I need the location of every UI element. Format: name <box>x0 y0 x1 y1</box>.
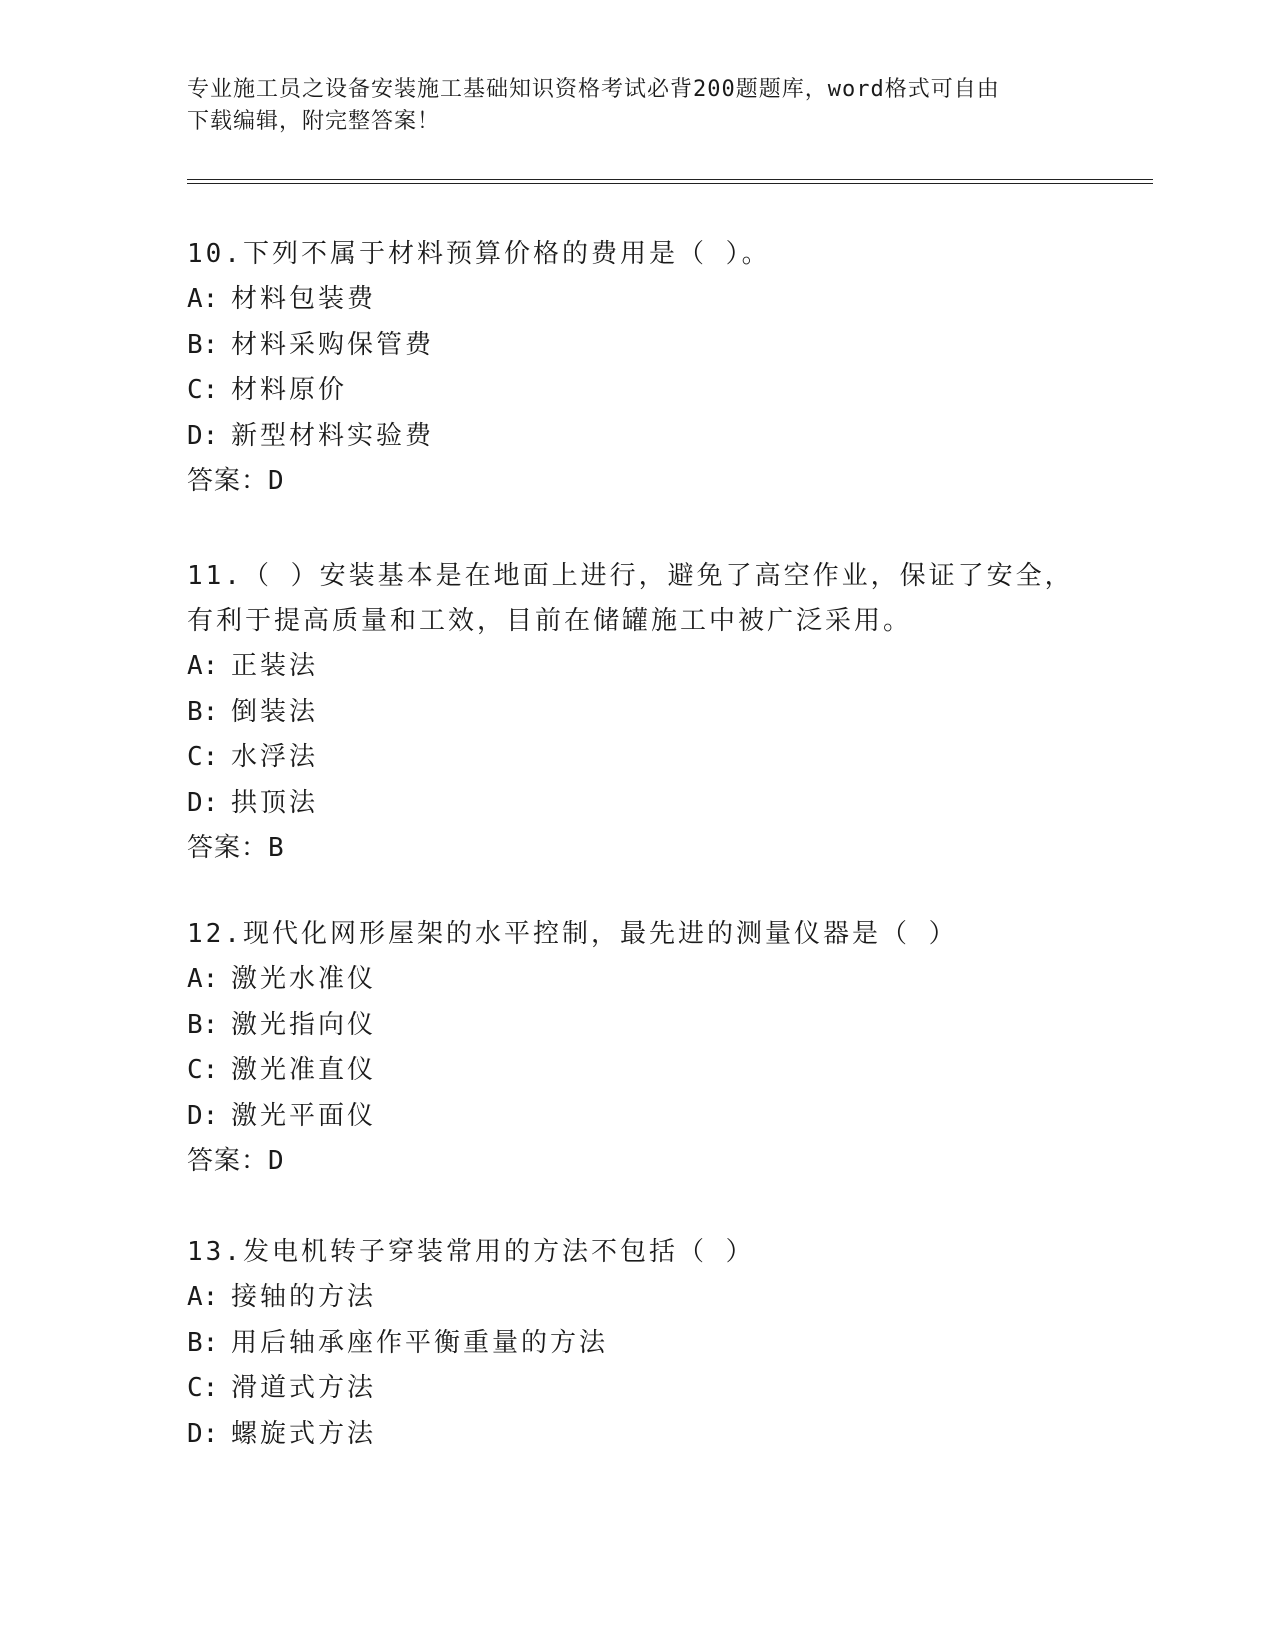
option-text: 接轴的方法 <box>231 1282 377 1312</box>
option-text: 用后轴承座作平衡重量的方法 <box>231 1327 609 1358</box>
question-stem: 13.发电机转子穿装常用的方法不包括（ ） <box>187 1237 755 1267</box>
option-letter: C: <box>187 742 219 772</box>
option-text: 材料包装费 <box>231 284 377 314</box>
option-text: 倒装法 <box>231 696 319 727</box>
option-text: 水浮法 <box>231 742 319 772</box>
option-text: 材料采购保管费 <box>231 329 435 360</box>
option-d <box>187 1094 1087 1140</box>
option-text: 螺旋式方法 <box>231 1418 377 1449</box>
option-letter: B: <box>187 1327 219 1358</box>
option-d <box>187 1412 1087 1458</box>
option-letter: A: <box>187 284 219 314</box>
question-stem-line-1: 11.（ ）安装基本是在地面上进行，避免了高空作业，保证了安全， <box>187 561 1074 591</box>
option-c <box>187 1048 1087 1094</box>
option-a <box>187 644 1087 690</box>
answer-line <box>187 459 1087 504</box>
question-stem: 12.现代化网形屋架的水平控制，最先进的测量仪器是（ ） <box>187 919 958 949</box>
option-text: 材料原价 <box>231 375 348 405</box>
option-letter: D: <box>187 420 219 451</box>
option-letter: D: <box>187 1100 219 1131</box>
answer-label: 答案： <box>187 466 269 496</box>
option-b <box>187 323 1087 369</box>
answer-line <box>187 826 1087 871</box>
option-letter: C: <box>187 1055 219 1085</box>
header-line-1: 专业施工员之设备安装施工基础知识资格考试必背200题题库，word格式可自由 <box>187 77 1000 102</box>
header-divider-bottom <box>187 183 1153 184</box>
option-letter: A: <box>187 651 219 681</box>
question-13 <box>187 1230 1087 1457</box>
answer-label: 答案： <box>187 1146 269 1176</box>
option-letter: D: <box>187 787 219 818</box>
option-letter: A: <box>187 1282 219 1312</box>
option-text: 正装法 <box>231 651 319 681</box>
option-letter: B: <box>187 329 219 360</box>
question-11 <box>187 554 1087 871</box>
option-text: 激光水准仪 <box>231 964 377 994</box>
answer-line <box>187 1139 1087 1184</box>
document-header <box>187 74 1067 138</box>
option-a <box>187 957 1087 1003</box>
option-a <box>187 1275 1087 1321</box>
option-text: 滑道式方法 <box>231 1373 377 1403</box>
option-d <box>187 781 1087 827</box>
option-a <box>187 277 1087 323</box>
header-line-2: 下载编辑，附完整答案！ <box>187 109 441 134</box>
option-text: 拱顶法 <box>231 787 319 818</box>
option-text: 激光准直仪 <box>231 1055 377 1085</box>
option-letter: D: <box>187 1418 219 1449</box>
answer-value: D <box>268 466 284 496</box>
option-letter: B: <box>187 696 219 727</box>
option-letter: C: <box>187 1373 219 1403</box>
answer-label: 答案： <box>187 833 269 863</box>
question-stem: 10.下列不属于材料预算价格的费用是（ ）。 <box>187 239 771 269</box>
question-12 <box>187 912 1087 1184</box>
option-text: 新型材料实验费 <box>231 420 435 451</box>
question-10 <box>187 232 1087 504</box>
question-stem-line-2: 有利于提高质量和工效，目前在储罐施工中被广泛采用。 <box>187 606 913 636</box>
option-b <box>187 1321 1087 1367</box>
answer-value: D <box>268 1146 284 1176</box>
header-divider-top <box>187 179 1153 180</box>
option-c <box>187 735 1087 781</box>
option-c <box>187 368 1087 414</box>
option-letter: A: <box>187 964 219 994</box>
option-letter: C: <box>187 375 219 405</box>
option-c <box>187 1366 1087 1412</box>
option-letter: B: <box>187 1009 219 1040</box>
option-b <box>187 690 1087 736</box>
option-d <box>187 414 1087 460</box>
option-text: 激光平面仪 <box>231 1100 377 1131</box>
option-text: 激光指向仪 <box>231 1009 377 1040</box>
answer-value: B <box>268 833 284 863</box>
option-b <box>187 1003 1087 1049</box>
